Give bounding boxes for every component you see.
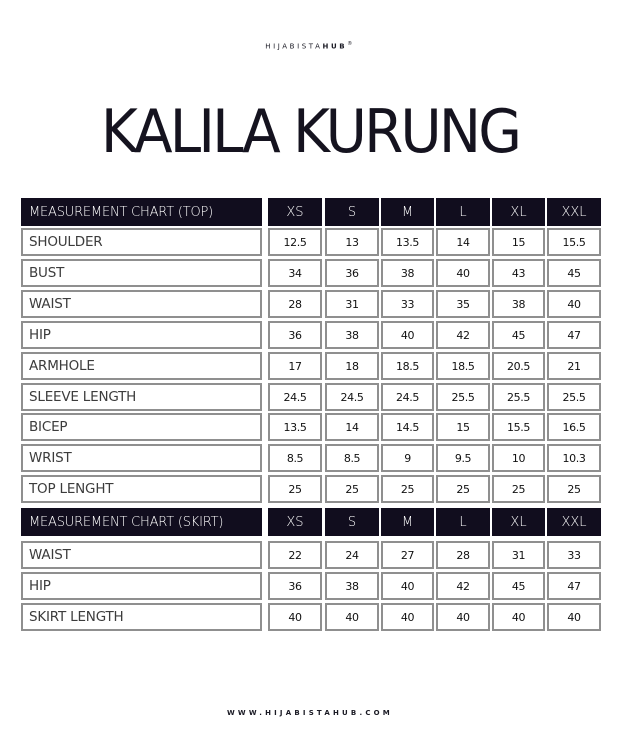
value-cell: 24.5 [268,383,322,411]
value-cell: 27 [381,541,434,569]
size-header-xs: XS [268,198,322,226]
brand-logo [0,41,620,50]
value-cell: 9.5 [436,444,490,472]
size-header-xxl: XXL [547,198,601,226]
size-header-l: L [436,508,490,536]
value-cell: 15.5 [547,228,601,256]
size-header-s: S [325,198,379,226]
value-cell: 25.5 [436,383,490,411]
value-cell: 34 [268,259,322,287]
size-header-xxl: XXL [547,508,601,536]
value-cell: 42 [436,321,490,349]
value-cell: 14 [325,413,379,441]
value-cell: 36 [268,572,322,600]
row-label: BUST [21,259,262,287]
size-header-xs: XS [268,508,322,536]
value-cell: 28 [436,541,490,569]
row-label: WAIST [21,290,262,318]
value-cell: 15 [436,413,490,441]
value-cell: 40 [325,603,379,631]
value-cell: 20.5 [492,352,545,380]
value-cell: 31 [492,541,545,569]
value-cell: 33 [547,541,601,569]
skirt-chart-header: MEASUREMENT CHART (SKIRT) [21,508,262,536]
size-header-m: M [381,508,434,536]
row-label: HIP [21,321,262,349]
value-cell: 21 [547,352,601,380]
page-title: KALILA KURUNG [100,97,520,167]
value-cell: 36 [325,259,379,287]
size-header-s: S [325,508,379,536]
value-cell: 25.5 [547,383,601,411]
row-label: SHOULDER [21,228,262,256]
value-cell: 40 [268,603,322,631]
value-cell: 40 [381,603,434,631]
value-cell: 47 [547,321,601,349]
value-cell: 24.5 [325,383,379,411]
value-cell: 33 [381,290,434,318]
row-label: HIP [21,572,262,600]
value-cell: 36 [268,321,322,349]
value-cell: 15.5 [492,413,545,441]
value-cell: 45 [547,259,601,287]
value-cell: 17 [268,352,322,380]
value-cell: 40 [492,603,545,631]
value-cell: 25 [381,475,434,503]
registered-mark: ® [347,41,355,47]
value-cell: 25 [547,475,601,503]
size-header-xl: XL [492,198,545,226]
value-cell: 10 [492,444,545,472]
size-header-l: L [436,198,490,226]
value-cell: 14.5 [381,413,434,441]
row-label: BICEP [21,413,262,441]
value-cell: 40 [436,259,490,287]
value-cell: 15 [492,228,545,256]
value-cell: 40 [381,321,434,349]
row-label: WRIST [21,444,262,472]
value-cell: 42 [436,572,490,600]
value-cell: 25 [436,475,490,503]
value-cell: 8.5 [268,444,322,472]
value-cell: 13.5 [268,413,322,441]
value-cell: 16.5 [547,413,601,441]
size-header-m: M [381,198,434,226]
row-label: WAIST [21,541,262,569]
value-cell: 38 [325,321,379,349]
row-label: SKIRT LENGTH [21,603,262,631]
value-cell: 38 [492,290,545,318]
value-cell: 18 [325,352,379,380]
value-cell: 8.5 [325,444,379,472]
value-cell: 18.5 [381,352,434,380]
value-cell: 25.5 [492,383,545,411]
size-header-xl: XL [492,508,545,536]
value-cell: 38 [325,572,379,600]
value-cell: 24.5 [381,383,434,411]
value-cell: 40 [436,603,490,631]
row-label: ARMHOLE [21,352,262,380]
value-cell: 40 [547,603,601,631]
value-cell: 47 [547,572,601,600]
brand-name-light: HIJABISTA [265,42,323,51]
value-cell: 25 [325,475,379,503]
row-label: SLEEVE LENGTH [21,383,262,411]
value-cell: 38 [381,259,434,287]
value-cell: 9 [381,444,434,472]
value-cell: 22 [268,541,322,569]
value-cell: 12.5 [268,228,322,256]
value-cell: 25 [492,475,545,503]
top-chart-header: MEASUREMENT CHART (TOP) [21,198,262,226]
value-cell: 14 [436,228,490,256]
value-cell: 45 [492,321,545,349]
brand-name-bold: HUB [322,42,348,51]
value-cell: 18.5 [436,352,490,380]
value-cell: 28 [268,290,322,318]
value-cell: 13 [325,228,379,256]
value-cell: 40 [547,290,601,318]
value-cell: 35 [436,290,490,318]
value-cell: 31 [325,290,379,318]
value-cell: 40 [381,572,434,600]
value-cell: 25 [268,475,322,503]
value-cell: 45 [492,572,545,600]
website-url: WWW.HIJABISTAHUB.COM [227,709,393,717]
value-cell: 13.5 [381,228,434,256]
value-cell: 24 [325,541,379,569]
row-label: TOP LENGHT [21,475,262,503]
value-cell: 10.3 [547,444,601,472]
value-cell: 43 [492,259,545,287]
